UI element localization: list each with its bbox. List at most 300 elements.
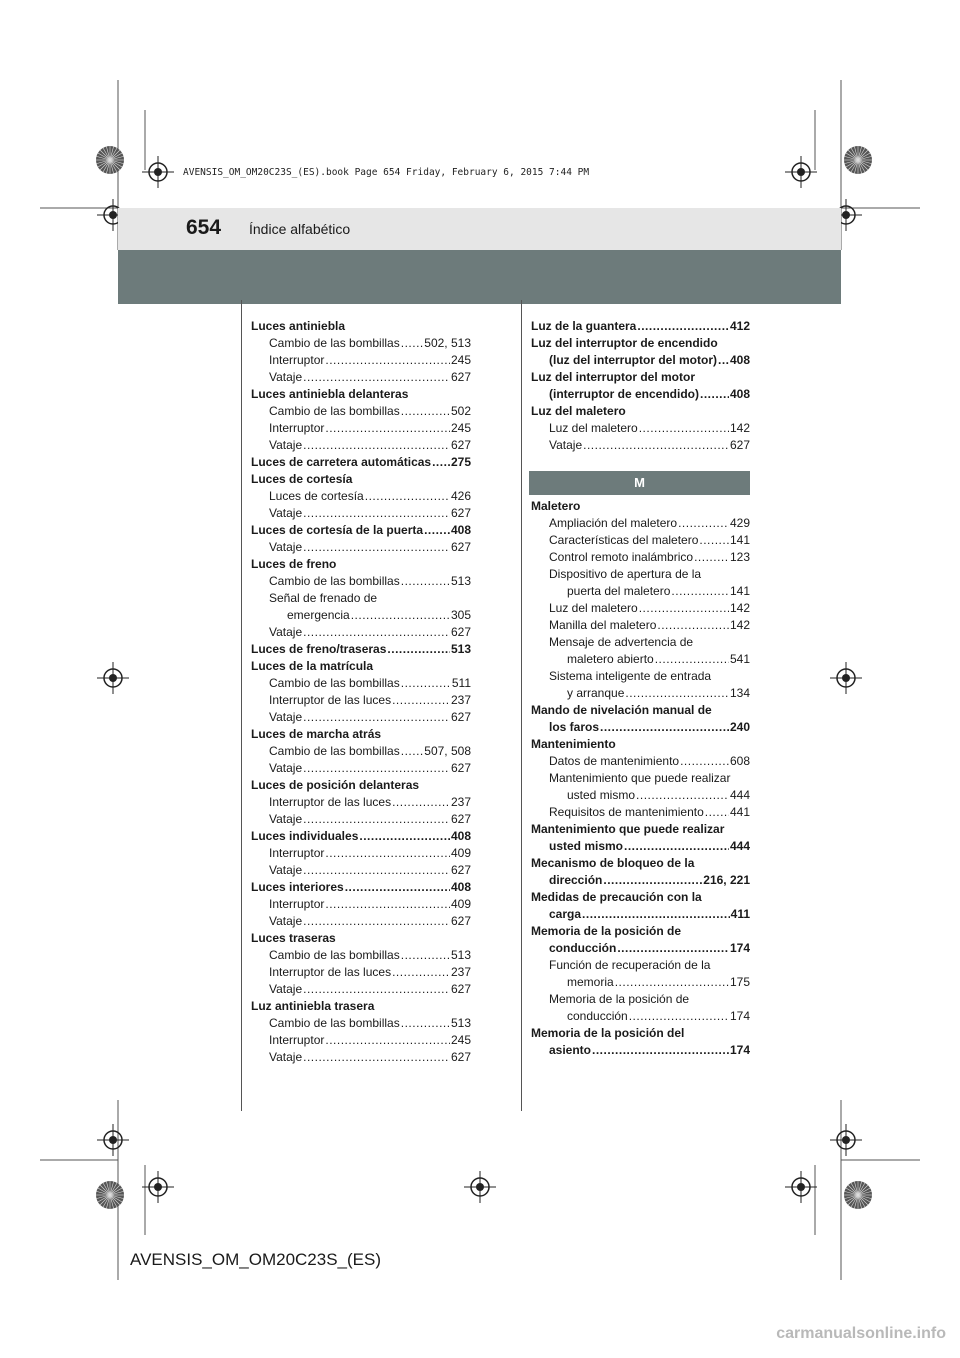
- registration-mark-icon: [830, 662, 862, 694]
- index-entry: [531, 719, 750, 736]
- index-entry: [531, 1008, 750, 1025]
- index-entry-page: 275: [450, 455, 471, 469]
- index-entry: [531, 600, 750, 617]
- index-entry: [531, 352, 750, 369]
- index-entry: [531, 821, 750, 838]
- section-letter-bar: M: [529, 471, 750, 495]
- dot-leader: [303, 811, 450, 828]
- index-entry-label: Señal de frenado de: [269, 591, 378, 605]
- dot-leader: [325, 896, 450, 913]
- index-entry: [251, 505, 471, 522]
- index-entry: [251, 743, 471, 760]
- index-entry-label: Luces de cortesía: [269, 489, 364, 503]
- index-entry: [531, 1042, 750, 1059]
- index-entry: [251, 896, 471, 913]
- index-entry-page: 408: [450, 523, 471, 537]
- dot-leader: [680, 753, 729, 770]
- index-entry: [531, 651, 750, 668]
- index-entry: [531, 804, 750, 821]
- index-entry: [251, 437, 471, 454]
- dot-leader: [392, 692, 450, 709]
- index-entry-label: Medidas de precaución con la: [531, 890, 702, 904]
- index-entry-label: Mando de nivelación manual de: [531, 703, 712, 717]
- index-entry: [531, 702, 750, 719]
- index-entry: [531, 549, 750, 566]
- index-entry-label: Vataje: [269, 506, 303, 520]
- dot-leader: [424, 522, 450, 539]
- dot-leader: [401, 947, 450, 964]
- dot-leader: [657, 617, 729, 634]
- index-entry-page: 141: [729, 533, 750, 547]
- header-band-dark: [118, 250, 841, 304]
- index-entry: [251, 658, 471, 675]
- index-entry: [531, 532, 750, 549]
- registration-mark-icon: [785, 156, 817, 188]
- dot-leader: [625, 685, 729, 702]
- index-entry-label: Vataje: [269, 710, 303, 724]
- index-entry: [531, 420, 750, 437]
- dot-leader: [694, 549, 729, 566]
- dot-leader: [387, 641, 450, 658]
- dot-leader: [432, 454, 450, 471]
- dot-leader: [624, 838, 729, 855]
- index-entry-page: 511: [451, 676, 471, 690]
- index-entry: [531, 369, 750, 386]
- dot-leader: [325, 1032, 450, 1049]
- index-entry: [251, 1049, 471, 1066]
- index-entry: [251, 913, 471, 930]
- index-entry-page: 627: [450, 540, 471, 554]
- star-target-icon: [844, 146, 872, 174]
- index-entry: [531, 838, 750, 855]
- index-entry-label: Interruptor: [269, 846, 325, 860]
- dot-leader: [303, 624, 450, 641]
- index-column-left: [251, 318, 471, 1066]
- dot-leader: [603, 872, 702, 889]
- dot-leader: [718, 352, 729, 369]
- index-entry-page: 444: [729, 788, 750, 802]
- index-entry: [531, 403, 750, 420]
- index-entry: [251, 845, 471, 862]
- index-entry-page: 627: [450, 438, 471, 452]
- registration-mark-icon: [97, 662, 129, 694]
- index-entry: [531, 753, 750, 770]
- dot-leader: [600, 719, 729, 736]
- index-entry: [251, 675, 471, 692]
- dot-leader: [359, 828, 450, 845]
- index-column-right-bottom: [531, 498, 750, 1059]
- dot-leader: [303, 913, 450, 930]
- header-band-light: [118, 208, 841, 250]
- index-entry-page: 409: [450, 846, 471, 860]
- index-entry-label: Interruptor: [269, 1033, 325, 1047]
- dot-leader: [401, 675, 451, 692]
- index-entry: [531, 318, 750, 335]
- index-entry-page: 627: [450, 812, 471, 826]
- index-entry-label: Vataje: [269, 1050, 303, 1064]
- index-entry: [531, 957, 750, 974]
- index-entry-label: Luces interiores: [251, 880, 344, 894]
- index-column-right-top: [531, 318, 750, 454]
- index-entry: [531, 923, 750, 940]
- index-entry: [251, 471, 471, 488]
- index-entry: [531, 498, 750, 515]
- dot-leader: [303, 862, 450, 879]
- dot-leader: [583, 437, 729, 454]
- index-entry: [531, 940, 750, 957]
- index-entry-page: 627: [450, 914, 471, 928]
- index-entry: [251, 369, 471, 386]
- dot-leader: [617, 940, 729, 957]
- index-entry-label: Memoria de la posición del: [531, 1026, 685, 1040]
- index-entry-page: 174: [729, 1043, 750, 1057]
- dot-leader: [401, 335, 424, 352]
- index-entry-label: Control remoto inalámbrico: [549, 550, 694, 564]
- index-entry: [251, 420, 471, 437]
- index-entry: [531, 889, 750, 906]
- index-entry: [251, 386, 471, 403]
- index-entry: [531, 437, 750, 454]
- index-entry: [251, 403, 471, 420]
- index-entry-label: Cambio de las bombillas: [269, 948, 400, 962]
- index-entry-label: Luces de cortesía de la puerta: [251, 523, 424, 537]
- registration-mark-icon: [142, 156, 174, 188]
- index-entry: [531, 736, 750, 753]
- index-entry-page: 408: [729, 353, 750, 367]
- index-entry: [251, 1032, 471, 1049]
- index-entry-label: puerta del maletero: [567, 584, 671, 598]
- index-entry: [251, 828, 471, 845]
- index-entry: [531, 855, 750, 872]
- left-column-rule: [241, 300, 242, 1111]
- index-entry-label: conducción: [567, 1009, 628, 1023]
- index-entry-label: Luces de la matrícula: [251, 659, 374, 673]
- dot-leader: [303, 505, 450, 522]
- index-entry-page: 627: [450, 761, 471, 775]
- index-entry-page: 141: [729, 584, 750, 598]
- index-entry: [531, 335, 750, 352]
- index-entry-label: Luces antiniebla: [251, 319, 346, 333]
- dot-leader: [325, 352, 450, 369]
- index-entry-page: 305: [450, 608, 471, 622]
- index-entry-page: 627: [450, 863, 471, 877]
- index-entry-label: Mantenimiento que puede realizar: [531, 822, 725, 836]
- index-entry-label: Luz del maletero: [531, 404, 626, 418]
- index-entry-page: 541: [729, 652, 750, 666]
- dot-leader: [325, 420, 450, 437]
- dot-leader: [639, 600, 729, 617]
- index-entry: [531, 685, 750, 702]
- index-entry-label: Luces traseras: [251, 931, 336, 945]
- index-entry-page: 426: [450, 489, 471, 503]
- right-column-rule: [521, 300, 522, 1111]
- index-entry-page: 627: [729, 438, 750, 452]
- registration-mark-icon: [830, 1124, 862, 1156]
- index-entry: [251, 335, 471, 352]
- index-entry-label: Vataje: [549, 438, 583, 452]
- dot-leader: [678, 515, 729, 532]
- index-entry-page: 245: [450, 353, 471, 367]
- registration-mark-icon: [785, 1171, 817, 1203]
- index-entry-label: Luces de cortesía: [251, 472, 353, 486]
- index-entry: [531, 787, 750, 804]
- index-entry-label: Luces de carretera automáticas: [251, 455, 432, 469]
- index-entry-label: Interruptor: [269, 353, 325, 367]
- index-entry-label: Cambio de las bombillas: [269, 336, 400, 350]
- index-entry-label: Cambio de las bombillas: [269, 744, 400, 758]
- index-entry-label: Luces de posición delanteras: [251, 778, 420, 792]
- index-entry-page: 411: [730, 907, 750, 921]
- index-entry-label: Vataje: [269, 438, 303, 452]
- dot-leader: [351, 607, 450, 624]
- registration-mark-icon: [464, 1171, 496, 1203]
- index-entry-label: Mecanismo de bloqueo de la: [531, 856, 695, 870]
- index-entry-page: 502, 513: [424, 336, 471, 350]
- index-entry-page: 237: [450, 965, 471, 979]
- dot-leader: [303, 1049, 450, 1066]
- star-target-icon: [96, 1181, 124, 1209]
- index-entry-page: 174: [729, 941, 750, 955]
- index-entry: [251, 573, 471, 590]
- dot-leader: [392, 964, 450, 981]
- index-entry-label: Luces de freno/traseras: [251, 642, 387, 656]
- index-entry-label: Vataje: [269, 812, 303, 826]
- dot-leader: [637, 318, 729, 335]
- index-entry-page: 627: [450, 625, 471, 639]
- index-entry: [251, 726, 471, 743]
- index-entry-label: Función de recuperación de la: [549, 958, 711, 972]
- index-entry: [251, 590, 471, 607]
- index-entry-label: asiento: [549, 1043, 592, 1057]
- index-entry-label: Vataje: [269, 370, 303, 384]
- index-entry: [251, 794, 471, 811]
- dot-leader: [303, 760, 450, 777]
- index-entry-page: 142: [729, 618, 750, 632]
- index-entry: [251, 454, 471, 471]
- index-entry-label: Luces antiniebla delanteras: [251, 387, 409, 401]
- index-entry-page: 123: [729, 550, 750, 564]
- index-entry-page: 608: [729, 754, 750, 768]
- index-entry-page: 444: [729, 839, 750, 853]
- index-entry: [251, 981, 471, 998]
- index-entry-label: Cambio de las bombillas: [269, 574, 400, 588]
- index-entry-label: usted mismo: [549, 839, 624, 853]
- index-entry: [531, 668, 750, 685]
- dot-leader: [655, 651, 729, 668]
- index-entry-page: 408: [450, 829, 471, 843]
- index-entry-page: 237: [450, 693, 471, 707]
- index-entry-label: carga: [549, 907, 582, 921]
- index-entry-page: 429: [729, 516, 750, 530]
- index-entry-label: Luz del interruptor de encendido: [531, 336, 718, 350]
- index-entry-label: Mensaje de advertencia de: [549, 635, 694, 649]
- index-entry-label: Interruptor de las luces: [269, 965, 392, 979]
- dot-leader: [629, 1008, 729, 1025]
- index-entry-page: 513: [450, 574, 471, 588]
- index-entry-page: 240: [729, 720, 750, 734]
- index-entry: [251, 692, 471, 709]
- book-info-line: AVENSIS_OM_OM20C23S_(ES).book Page 654 Friday, February 6, 2015 7:44 PM: [183, 167, 590, 178]
- index-entry: [251, 539, 471, 556]
- index-entry: [251, 624, 471, 641]
- index-entry: [251, 777, 471, 794]
- index-entry-label: emergencia: [287, 608, 350, 622]
- index-entry-label: Características del maletero: [549, 533, 699, 547]
- index-entry-page: 408: [729, 387, 750, 401]
- index-entry: [251, 522, 471, 539]
- index-entry-page: 216, 221: [703, 873, 750, 887]
- index-entry-page: 412: [729, 319, 750, 333]
- index-entry-label: Memoria de la posición de: [531, 924, 682, 938]
- index-entry-page: 627: [450, 370, 471, 384]
- index-entry: [251, 998, 471, 1015]
- index-entry: [251, 488, 471, 505]
- index-entry-label: Requisitos de mantenimiento: [549, 805, 704, 819]
- section-title: Índice alfabético: [249, 221, 351, 237]
- index-entry-label: Vataje: [269, 540, 303, 554]
- index-entry-page: 174: [729, 1009, 750, 1023]
- index-entry-label: conducción: [549, 941, 617, 955]
- index-entry: [251, 760, 471, 777]
- index-entry-label: Dispositivo de apertura de la: [549, 567, 702, 581]
- index-entry: [251, 1015, 471, 1032]
- index-entry-page: 441: [729, 805, 750, 819]
- index-entry-label: (interruptor de encendido): [549, 387, 699, 401]
- index-entry-label: Vataje: [269, 982, 303, 996]
- index-entry-label: Interruptor de las luces: [269, 795, 392, 809]
- dot-leader: [582, 906, 730, 923]
- index-entry-label: Sistema inteligente de entrada: [549, 669, 712, 683]
- index-entry-label: Cambio de las bombillas: [269, 1016, 400, 1030]
- index-entry-page: 245: [450, 421, 471, 435]
- dot-leader: [325, 845, 450, 862]
- index-entry: [251, 607, 471, 624]
- index-entry-label: memoria: [567, 975, 614, 989]
- index-entry: [251, 879, 471, 896]
- index-entry: [251, 709, 471, 726]
- dot-leader: [700, 386, 729, 403]
- index-entry: [251, 862, 471, 879]
- index-entry: [531, 634, 750, 651]
- dot-leader: [671, 583, 729, 600]
- index-entry-page: 627: [450, 1050, 471, 1064]
- index-entry: [251, 318, 471, 335]
- dot-leader: [303, 437, 450, 454]
- index-entry-label: Vataje: [269, 914, 303, 928]
- dot-leader: [345, 879, 450, 896]
- index-entry: [531, 872, 750, 889]
- page-number: 654: [186, 216, 222, 239]
- index-entry-label: (luz del interruptor del motor): [549, 353, 717, 367]
- index-entry: [531, 1025, 750, 1042]
- dot-leader: [705, 804, 729, 821]
- index-entry: [251, 930, 471, 947]
- index-entry: [531, 566, 750, 583]
- index-entry-label: maletero abierto: [567, 652, 654, 666]
- dot-leader: [592, 1042, 729, 1059]
- index-entry-label: Interruptor: [269, 421, 325, 435]
- index-entry: [531, 974, 750, 991]
- index-entry: [251, 964, 471, 981]
- index-entry: [251, 556, 471, 573]
- index-entry-page: 502: [450, 404, 471, 418]
- index-entry-label: Vataje: [269, 625, 303, 639]
- index-entry-label: Vataje: [269, 761, 303, 775]
- index-entry-label: Datos de mantenimiento: [549, 754, 680, 768]
- index-entry: [531, 906, 750, 923]
- dot-leader: [303, 709, 450, 726]
- index-entry-label: Vataje: [269, 863, 303, 877]
- index-entry-page: 408: [450, 880, 471, 894]
- index-entry-label: Luces individuales: [251, 829, 359, 843]
- watermark: carmanualsonline.info: [776, 1325, 946, 1342]
- index-entry-label: Luz del maletero: [549, 601, 638, 615]
- dot-leader: [303, 981, 450, 998]
- dot-leader: [392, 794, 450, 811]
- index-entry-label: Luz del interruptor del motor: [531, 370, 695, 384]
- index-entry-page: 513: [450, 642, 471, 656]
- index-entry: [251, 947, 471, 964]
- index-entry-label: Luz antiniebla trasera: [251, 999, 375, 1013]
- index-entry: [251, 641, 471, 658]
- index-entry-label: Cambio de las bombillas: [269, 404, 400, 418]
- index-entry-page: 409: [450, 897, 471, 911]
- index-entry-label: Luces de freno: [251, 557, 337, 571]
- index-entry: [531, 515, 750, 532]
- index-entry: [251, 352, 471, 369]
- dot-leader: [365, 488, 450, 505]
- index-entry-page: 142: [729, 421, 750, 435]
- dot-leader: [303, 369, 450, 386]
- index-entry: [531, 386, 750, 403]
- index-entry-page: 175: [729, 975, 750, 989]
- registration-mark-icon: [97, 1124, 129, 1156]
- index-entry-label: Memoria de la posición de: [549, 992, 690, 1006]
- index-entry-label: y arranque: [567, 686, 625, 700]
- dot-leader: [401, 573, 450, 590]
- index-entry-label: Luz de la guantera: [531, 319, 637, 333]
- footer-book-code: AVENSIS_OM_OM20C23S_(ES): [130, 1250, 381, 1269]
- index-entry-page: 507, 508: [424, 744, 471, 758]
- index-entry-page: 627: [450, 982, 471, 996]
- dot-leader: [639, 420, 729, 437]
- index-entry-label: Luces de marcha atrás: [251, 727, 382, 741]
- index-entry-page: 627: [450, 710, 471, 724]
- index-entry-label: Mantenimiento que puede realizar: [549, 771, 731, 785]
- index-entry-label: usted mismo: [567, 788, 636, 802]
- dot-leader: [401, 743, 424, 760]
- index-entry-label: Manilla del maletero: [549, 618, 657, 632]
- index-entry-label: los faros: [549, 720, 600, 734]
- index-entry-page: 513: [450, 948, 471, 962]
- index-entry-label: Maletero: [531, 499, 581, 513]
- dot-leader: [303, 539, 450, 556]
- star-target-icon: [96, 146, 124, 174]
- index-entry: [531, 617, 750, 634]
- dot-leader: [699, 532, 729, 549]
- index-entry: [531, 770, 750, 787]
- index-entry-page: 627: [450, 506, 471, 520]
- index-entry-page: 237: [450, 795, 471, 809]
- index-entry-label: Luz del maletero: [549, 421, 638, 435]
- index-entry: [531, 991, 750, 1008]
- index-entry-page: 142: [729, 601, 750, 615]
- dot-leader: [401, 1015, 450, 1032]
- index-entry-label: Mantenimiento: [531, 737, 616, 751]
- index-entry-page: 513: [450, 1016, 471, 1030]
- index-entry-label: Interruptor de las luces: [269, 693, 392, 707]
- dot-leader: [401, 403, 450, 420]
